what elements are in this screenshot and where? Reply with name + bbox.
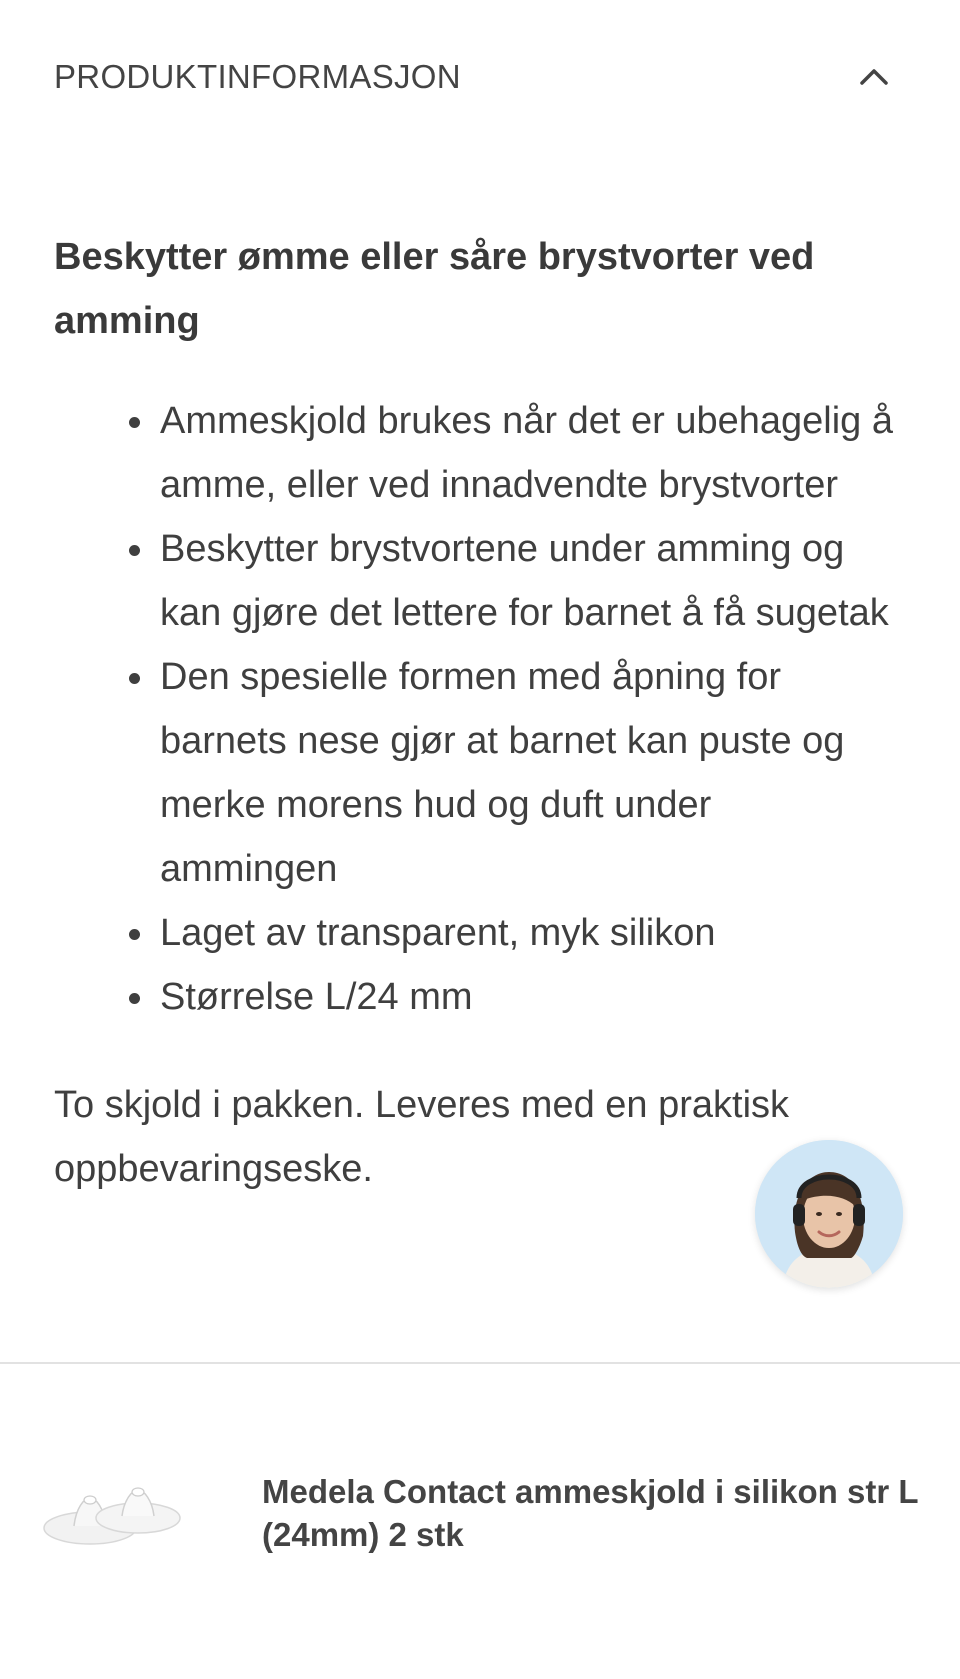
section-divider [0,1362,960,1364]
feature-item: Størrelse L/24 mm [160,965,894,1029]
chevron-up-icon[interactable] [856,59,892,95]
accordion-header-produktinformasjon[interactable] [54,52,894,102]
nipple-shield-product-image [40,1478,184,1566]
customer-service-avatar-icon[interactable] [755,1140,903,1288]
product-description [54,225,894,1201]
product-thumbnail[interactable] [40,1478,184,1566]
feature-item: Den spesielle formen med åpning for barnets nese gjør at barnet kan puste og merke morens hud og duft under ammingen [160,645,894,901]
feature-item: Laget av transparent, myk silikon [160,901,894,965]
feature-item: Ammeskjold brukes når det er ubehagelig å amme, eller ved innadvendte brystvorter [160,389,894,517]
feature-item: Beskytter brystvortene under amming og kan gjøre det lettere for barnet å få sugetak [160,517,894,645]
accordion-title: PRODUKTINFORMASJON [54,58,461,95]
product-item[interactable] [40,1470,920,1566]
feature-list [54,389,894,1029]
package-note: To skjold i pakken. Leveres med en praktisk oppbevaringseske. [54,1084,790,1190]
description-heading: Beskytter ømme eller såre brystvorter ved amming [54,236,815,342]
product-name[interactable]: Medela Contact ammeskjold i silikon str L (24mm) 2 stk [262,1473,918,1553]
